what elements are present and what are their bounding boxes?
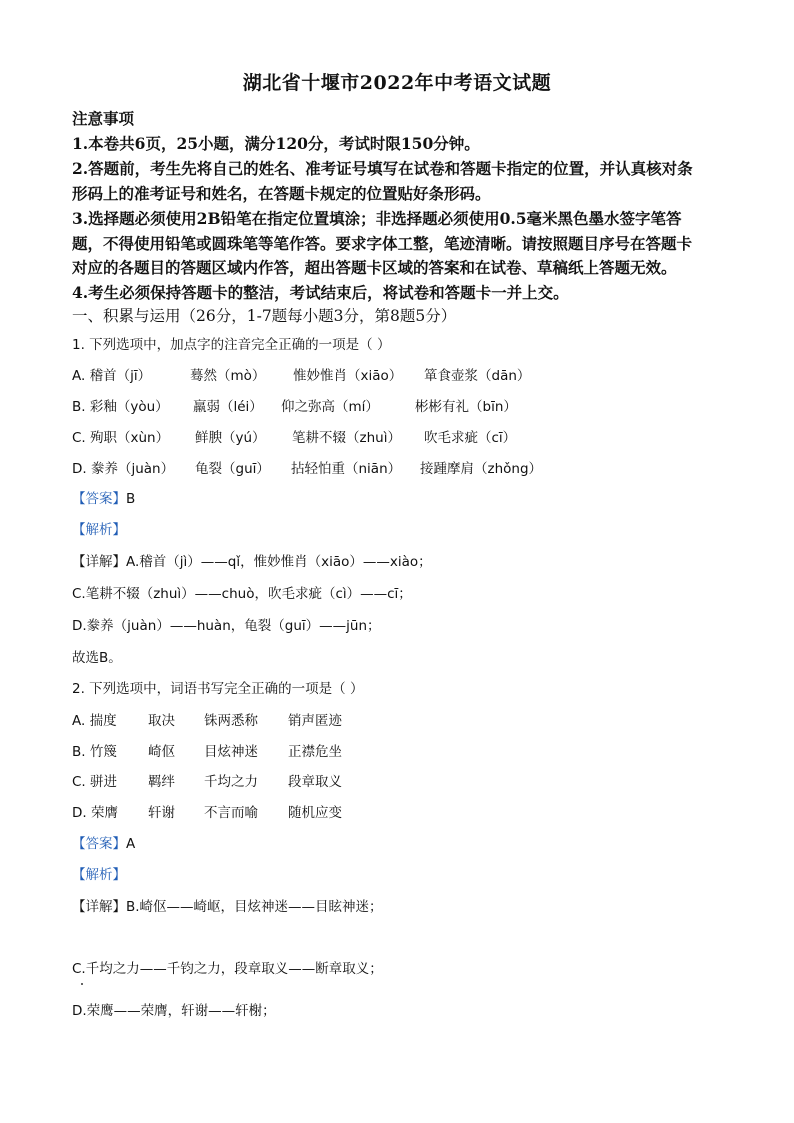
notice-line-4: 3.选择题必须使用2B铅笔在指定位置填涂；非选择题必须使用0.5毫米黑色墨水签字笔答 [72,209,682,228]
notice-line-3: 形码上的准考证号和姓名，在答题卡规定的位置贴好条形码。 [72,184,491,203]
q2-answer: 【答案】A [72,836,136,852]
document-title: 湖北省十堰市2022年中考语文试题 [242,72,552,94]
q2-option-d: D. 荣膺 轩谢 不言而喻 随机应变 [72,805,342,821]
q1-conclusion: 故选B。 [72,650,122,666]
q2-detail-line-2: C.千均之力——千钧之力，段章取义——断章取义； [72,961,383,977]
q1-option-c: C. 殉职（xùn） 鲜腴（yú） 笔耕不辍（zhuì） 吹毛求疵（cī） [72,430,517,446]
notice-line-5: 题，不得使用铅笔或圆珠笔等笔作答。要求字体工整，笔迹清晰。请按照题目序号在答题卡 [72,234,693,253]
q2-analysis-label: 【解析】 [72,867,126,883]
q1-detail-line-1: 【详解】A.稽首（jì）——qǐ，惟妙惟肖（xiāo）——xiào； [72,554,432,570]
q2-option-c: C. 骈进 羁绊 千均之力 段章取义 [72,774,342,790]
notice-line-7: 4.考生必须保持答题卡的整洁，考试结束后，将试卷和答题卡一并上交。 [72,283,569,302]
q1-answer: 【答案】B [72,491,136,507]
stray-dot [81,983,83,985]
q2-detail-line-1: 【详解】B.崎伛——崎岖，目炫神迷——目眩神迷； [72,899,383,915]
q2-detail-line-3: D.荣鹰——荣膺，轩谢——轩榭； [72,1003,276,1019]
q2-stem: 2. 下列选项中，词语书写完全正确的一项是（ ） [72,681,364,697]
q1-option-b: B. 彩釉（yòu） 羸弱（léi） 仰之弥高（mí） 彬彬有礼（bīn） [72,399,517,415]
notice-line-1: 1.本卷共6页，25小题，满分120分，考试时限150分钟。 [72,134,480,153]
notice-line-2: 2.答题前，考生先将自己的姓名、准考证号填写在试卷和答题卡指定的位置，并认真核对条 [72,159,693,178]
q2-option-a: A. 揣度 取决 铢两悉称 销声匿迹 [72,713,342,729]
q1-detail-line-2: C.笔耕不辍（zhuì）——chuò，吹毛求疵（cì）——cī； [72,586,412,602]
q1-analysis-label: 【解析】 [72,522,126,538]
notice-line-6: 对应的各题目的答题区域内作答，超出答题卡区域的答案和在试卷、草稿纸上答题无效。 [72,258,677,277]
q2-option-b: B. 竹篾 崎伛 目炫神迷 正襟危坐 [72,744,342,760]
q1-stem: 1. 下列选项中，加点字的注音完全正确的一项是（ ） [72,337,391,353]
q1-option-a: A. 稽首（jī） 蓦然（mò） 惟妙惟肖（xiāo） 箪食壶浆（dān） [72,368,531,384]
q1-option-d: D. 豢养（juàn） 龟裂（guī） 拈轻怕重（niān） 接踵摩肩（zhǒng） [72,461,543,477]
section-1-heading: 一、积累与运用（26分，1-7题每小题3分，第8题5分） [72,307,457,325]
q1-detail-line-3: D.豢养（juàn）——huàn，龟裂（guī）——jūn； [72,618,381,634]
notice-heading: 注意事项 [72,109,135,128]
